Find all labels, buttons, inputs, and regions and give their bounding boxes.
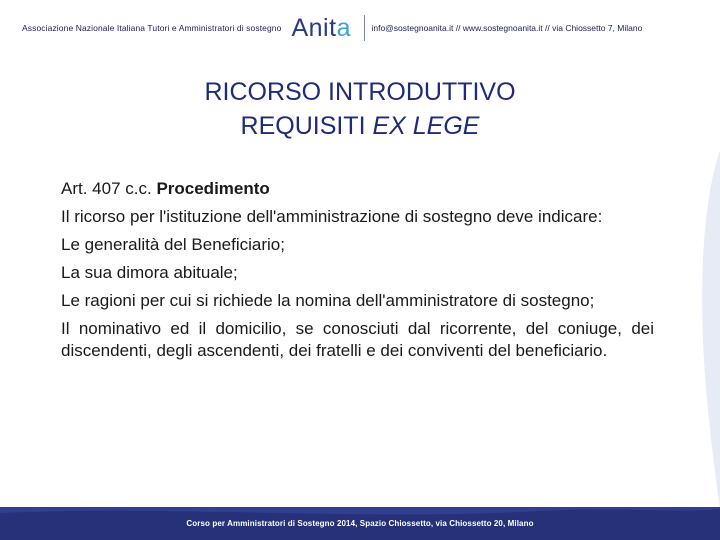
- header-line: [22, 12, 682, 44]
- title-line-2-italic: EX LEGE: [372, 112, 480, 140]
- footer-text: Corso per Amministratori di Sostegno 2014, Spazio Chiossetto, via Chiossetto 20, Milano: [186, 519, 534, 528]
- body-paragraph: Il nominativo ed il domicilio, se conosciuti dal ricorrente, del coniuge, dei discendenti, degli ascendenti, dei fratelli e dei conviventi del beneficiario.: [61, 319, 654, 360]
- decorative-wave-right: [690, 150, 720, 510]
- body-paragraph: Il ricorso per l'istituzione dell'amministrazione di sostegno deve indicare:: [61, 207, 603, 226]
- article-title: Procedimento: [156, 179, 270, 198]
- contact-info: info@sostegnoanita.it // www.sostegnoanita.it // via Chiossetto 7, Milano: [371, 23, 643, 33]
- title-line-2: [0, 109, 720, 143]
- association-name: Associazione Nazionale Italiana Tutori e Amministratori di sostegno: [22, 23, 282, 33]
- body-paragraph: La sua dimora abituale;: [61, 263, 238, 282]
- logo-accent: a: [336, 13, 351, 42]
- title-line-2-normal: REQUISITI: [240, 112, 373, 140]
- header-divider: [364, 15, 365, 41]
- logo-text: Anit: [291, 13, 337, 42]
- slide-body: [61, 178, 654, 368]
- footer-bar: [0, 507, 720, 540]
- body-paragraph: Le ragioni per cui si richiede la nomina dell'amministratore di sostegno;: [61, 291, 595, 310]
- article-heading: [61, 178, 654, 200]
- article-ref: Art. 407 c.c.: [61, 179, 157, 198]
- anita-logo: [291, 14, 350, 43]
- title-line-1: RICORSO INTRODUTTIVO: [204, 78, 516, 106]
- slide-title: [0, 75, 720, 143]
- header: [0, 0, 720, 56]
- body-paragraph: Le generalità del Beneficiario;: [61, 235, 285, 254]
